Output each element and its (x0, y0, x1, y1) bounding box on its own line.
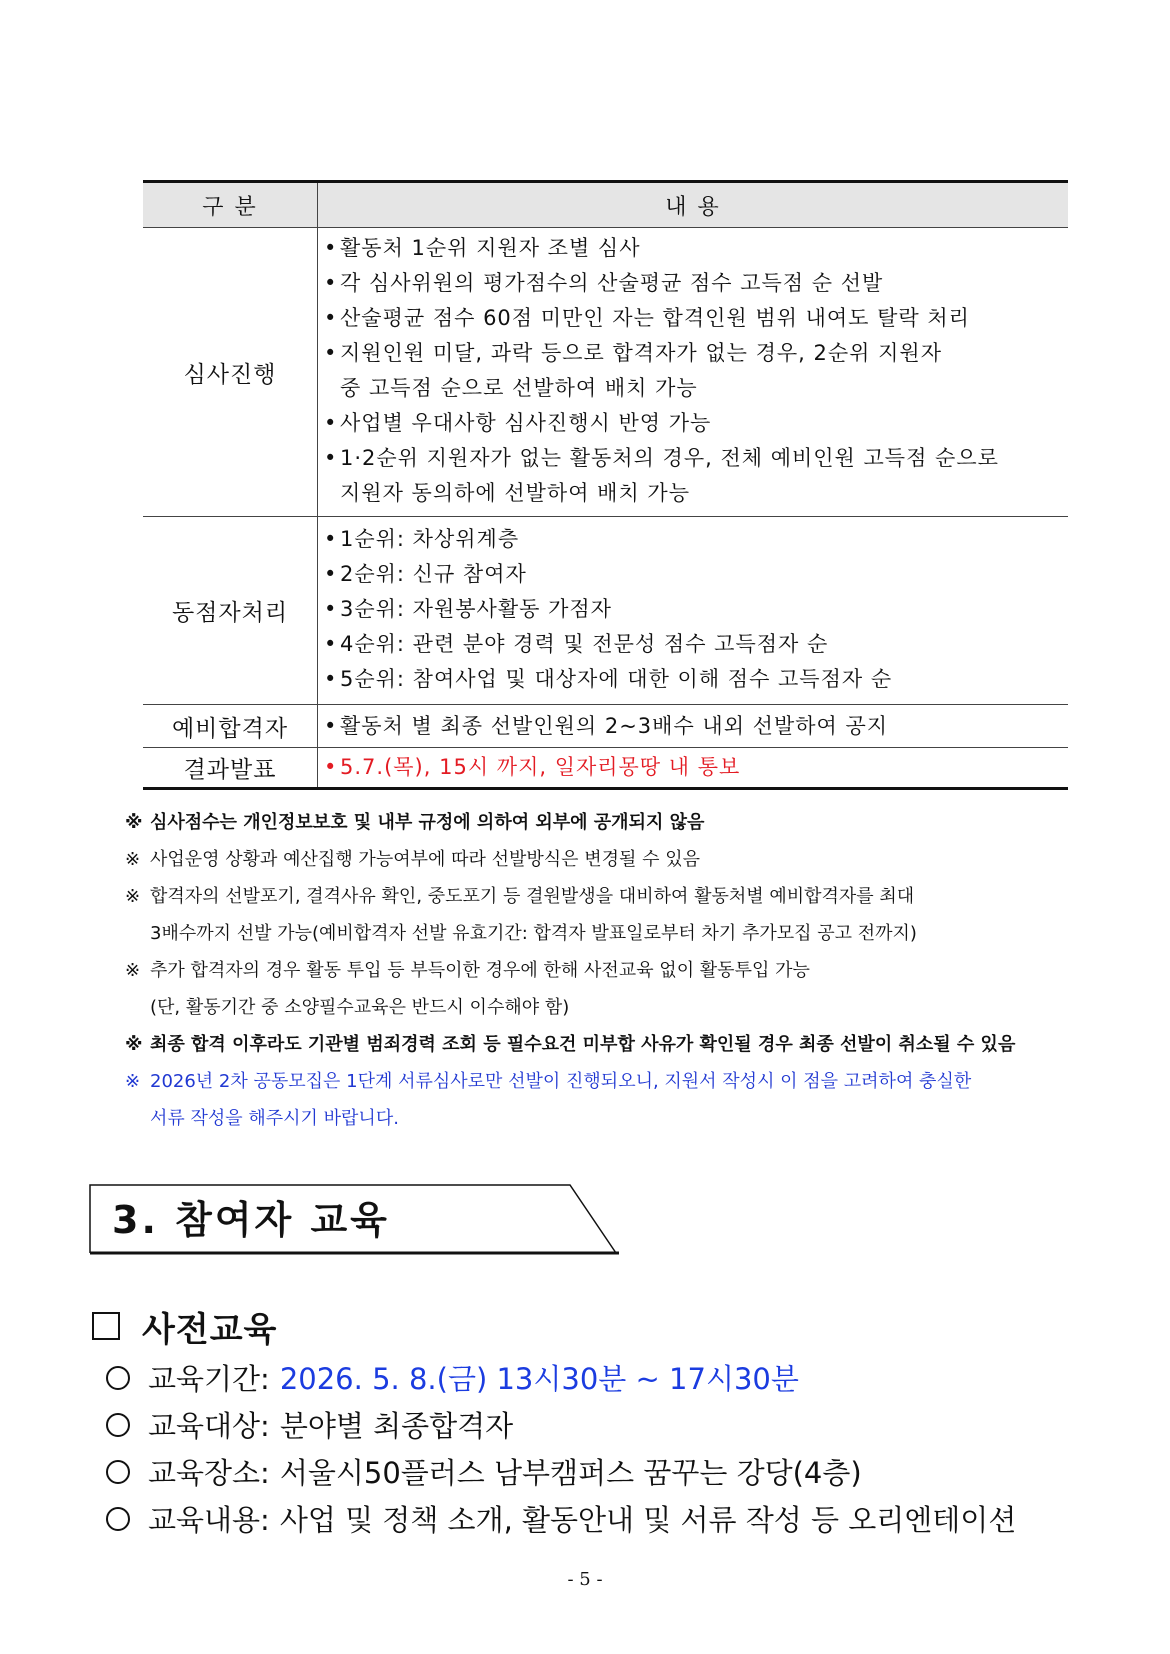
detail-label: 교육장소: (148, 1456, 270, 1490)
bullet-icon: • (324, 411, 338, 435)
reference-mark: ※ (125, 1034, 143, 1055)
note-line (125, 952, 1155, 989)
continuation-line: 지원자 동의하에 선발하여 배치 가능 (340, 481, 690, 505)
note-continuation-line (125, 1100, 1155, 1137)
bullet-text: 1·2순위 지원자가 없는 활동처의 경우, 전체 예비인원 고득점 순으로 (340, 446, 999, 470)
bullet-line (324, 522, 1068, 557)
note-line (125, 1026, 1155, 1063)
bullet-line (324, 406, 1068, 441)
bullet-text: 1순위: 차상위계층 (340, 527, 520, 551)
bullet-line (324, 709, 888, 744)
circle-bullet-icon (106, 1460, 130, 1484)
row-content-tiebreak (318, 517, 1068, 704)
row-label-reserve: 예비합격자 (143, 705, 318, 747)
bullet-icon: • (324, 271, 338, 295)
table-row-reserve (143, 705, 1068, 748)
bullet-line (324, 592, 1068, 627)
table-row-review (143, 228, 1068, 517)
bullet-icon: • (324, 597, 338, 621)
bullet-text: 지원인원 미달, 과락 등으로 합격자가 없는 경우, 2순위 지원자 (340, 341, 942, 365)
circle-bullet-icon (106, 1366, 130, 1390)
note-indent (125, 915, 150, 952)
table-row-result (143, 748, 1068, 790)
note-indent (125, 989, 150, 1026)
bullet-icon: • (324, 667, 338, 691)
bullet-icon: • (324, 341, 338, 365)
bullet-icon: • (324, 755, 338, 779)
row-label-result: 결과발표 (143, 748, 318, 787)
note-text: 최종 합격 이후라도 기관별 범죄경력 조회 등 필수요건 미부합 사유가 확인될 경우 최종 선발이 취소될 수 있음 (150, 1034, 1016, 1055)
note-text: 합격자의 선발포기, 결격사유 확인, 중도포기 등 결원발생을 대비하여 활동처별 예비합격자를 최대 (150, 886, 915, 907)
detail-item (106, 1401, 1156, 1448)
continuation-line: 중 고득점 순으로 선발하여 배치 가능 (340, 376, 698, 400)
detail-value: 서울시50플러스 남부캠퍼스 꿈꾸는 강당(4층) (279, 1456, 862, 1490)
note-text: 사업운영 상황과 예산집행 가능여부에 따라 선발방식은 변경될 수 있음 (150, 849, 701, 870)
header-category: 구 분 (143, 183, 318, 227)
detail-item (106, 1495, 1156, 1542)
note-line (125, 841, 1155, 878)
note-text: 2026년 2차 공동모집은 1단계 서류심사로만 선발이 진행되오니, 지원서 작성시 이 점을 고려하여 충실한 (150, 1071, 972, 1092)
bullet-icon: • (324, 527, 338, 551)
square-bullet-icon (92, 1312, 120, 1340)
reference-mark: ※ (125, 886, 141, 907)
reference-mark: ※ (125, 812, 143, 833)
reference-mark: ※ (125, 1071, 141, 1092)
note-text: 심사점수는 개인정보보호 및 내부 규정에 의하여 외부에 공개되지 않음 (150, 812, 705, 833)
note-line (125, 1063, 1155, 1100)
detail-item (106, 1448, 1156, 1495)
result-announcement-text: 5.7.(목), 15시 까지, 일자리몽땅 내 통보 (340, 755, 741, 779)
detail-label: 교육기간: (148, 1362, 270, 1396)
row-content-result (318, 748, 1068, 787)
bullet-icon: • (324, 713, 338, 738)
bullet-line (324, 750, 740, 785)
subsection-heading (92, 1304, 277, 1348)
bullet-text: 산술평균 점수 60점 미만인 자는 합격인원 범위 내여도 탈락 처리 (340, 306, 970, 330)
page-number: - 5 - (567, 1569, 603, 1590)
detail-value: 2026. 5. 8.(금) 13시30분 ~ 17시30분 (279, 1362, 799, 1396)
bullet-text: 2순위: 신규 참여자 (340, 562, 527, 586)
note-text: 서류 작성을 해주시기 바랍니다. (150, 1108, 399, 1129)
row-label-review: 심사진행 (143, 228, 318, 516)
bullet-icon: • (324, 446, 338, 470)
circle-bullet-icon (106, 1507, 130, 1531)
bullet-line (324, 441, 1068, 476)
header-content: 내 용 (665, 194, 721, 220)
note-line (125, 804, 1155, 841)
note-line (125, 878, 1155, 915)
bullet-text: 5순위: 참여사업 및 대상자에 대한 이해 점수 고득점자 순 (340, 667, 893, 691)
bullet-line (324, 662, 1068, 697)
circle-bullet-icon (106, 1413, 130, 1437)
bullet-text: 사업별 우대사항 심사진행시 반영 가능 (340, 411, 712, 435)
selection-table (143, 180, 1068, 790)
notes-list (125, 804, 1155, 1137)
detail-label: 교육대상: (148, 1409, 270, 1443)
bullet-line (324, 336, 1068, 371)
detail-label: 교육내용: (148, 1503, 270, 1537)
note-text: (단, 활동기간 중 소양필수교육은 반드시 이수해야 함) (150, 997, 570, 1018)
detail-value: 사업 및 정책 소개, 활동안내 및 서류 작성 등 오리엔테이션 (279, 1503, 1017, 1537)
note-indent (125, 1100, 150, 1137)
bullet-text: 활동처 별 최종 선발인원의 2~3배수 내외 선발하여 공지 (340, 713, 889, 738)
bullet-line (324, 557, 1068, 592)
bullet-line (324, 627, 1068, 662)
subsection-title: 사전교육 (142, 1309, 278, 1350)
bullet-text: 3순위: 자원봉사활동 가점자 (340, 597, 612, 621)
row-label-tiebreak: 동점자처리 (143, 517, 318, 704)
table-header-row (143, 180, 1068, 228)
section-title: 3. 참여자 교육 (112, 1198, 390, 1242)
reference-mark: ※ (125, 849, 141, 870)
note-continuation-line (125, 989, 1155, 1026)
bullet-icon: • (324, 236, 338, 260)
bullet-text: 활동처 1순위 지원자 조별 심사 (340, 236, 641, 260)
row-content-reserve (318, 705, 1068, 747)
bullet-icon: • (324, 632, 338, 656)
note-continuation-line (125, 915, 1155, 952)
bullet-line (324, 266, 1068, 301)
table-row-tiebreak (143, 517, 1068, 705)
bullet-text: 각 심사위원의 평가점수의 산술평균 점수 고득점 순 선발 (340, 271, 884, 295)
bullet-line (324, 301, 1068, 336)
row-content-review (318, 228, 1068, 516)
education-details (106, 1354, 1156, 1542)
bullet-line (324, 231, 1068, 266)
bullet-icon: • (324, 306, 338, 330)
note-text: 추가 합격자의 경우 활동 투입 등 부득이한 경우에 한해 사전교육 없이 활동투입 가능 (150, 960, 810, 981)
detail-value: 분야별 최종합격자 (279, 1409, 514, 1443)
bullet-text: 4순위: 관련 분야 경력 및 전문성 점수 고득점자 순 (340, 632, 829, 656)
detail-item (106, 1354, 1156, 1401)
bullet-icon: • (324, 562, 338, 586)
reference-mark: ※ (125, 960, 141, 981)
note-text: 3배수까지 선발 가능(예비합격자 선발 유효기간: 합격자 발표일로부터 차기 추가모집 공고 전까지) (150, 923, 917, 944)
